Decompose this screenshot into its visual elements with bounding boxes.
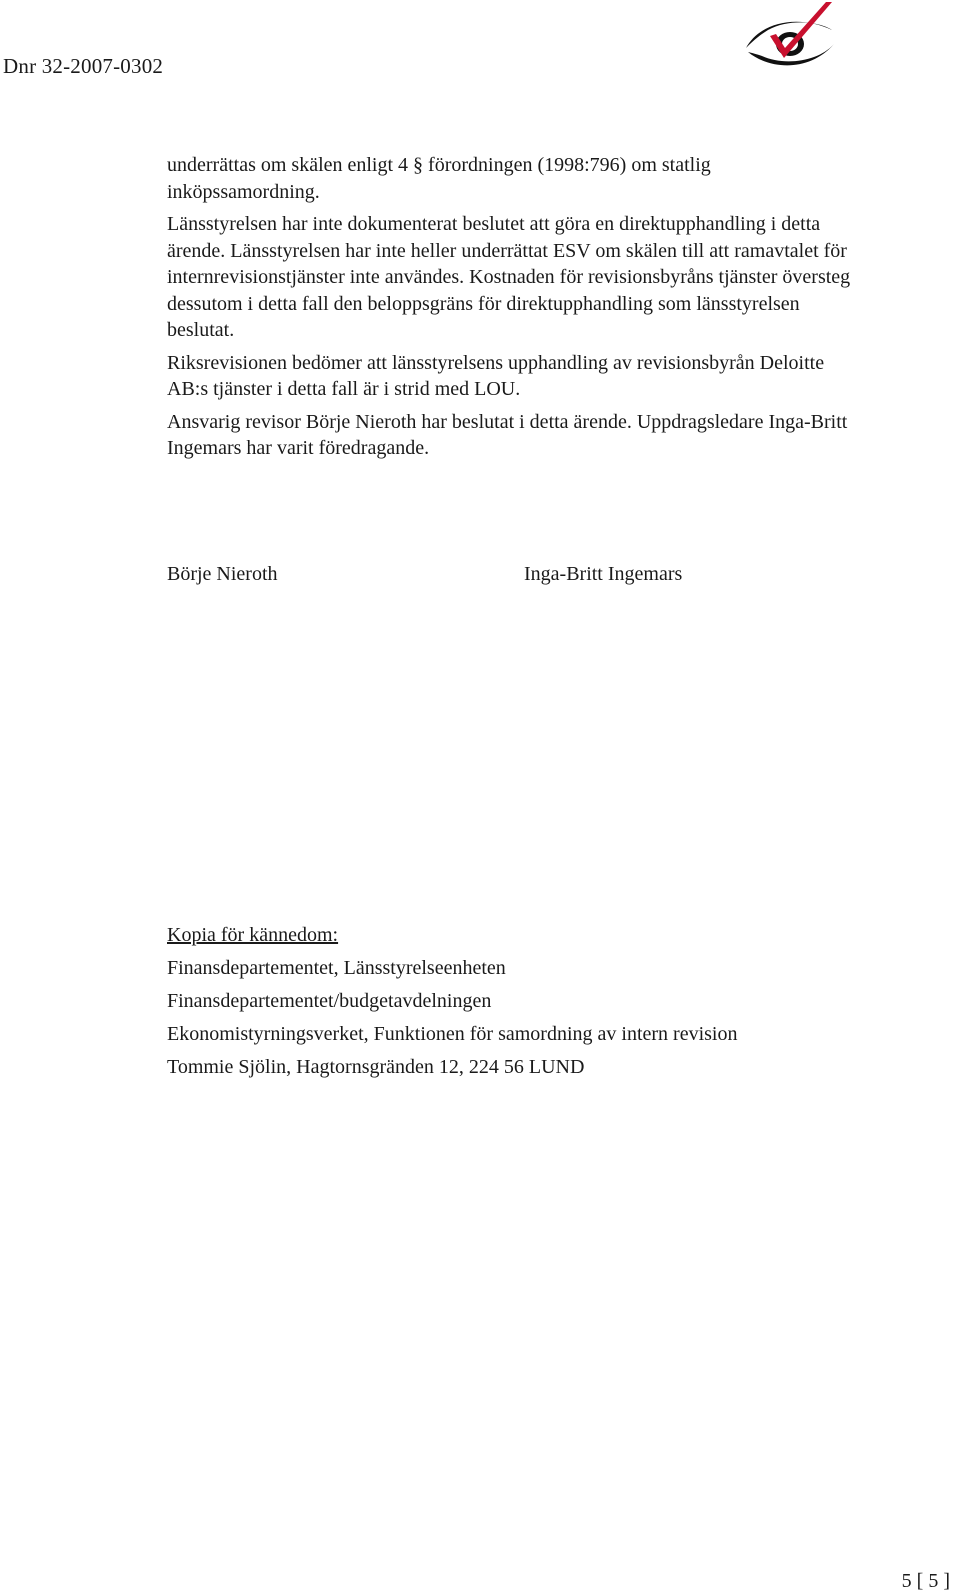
paragraph-3: Riksrevisionen bedömer att länsstyrelsens upphandling av revisionsbyrån Deloitte AB:s tjänster i detta fall är i strid med LOU. (167, 351, 825, 400)
copy-recipient: Ekonomistyrningsverket, Funktionen för samordning av intern revision (167, 1023, 738, 1045)
body-text (167, 152, 867, 468)
page-number: 5 [ 5 ] (901, 1570, 950, 1592)
copy-recipient: Tommie Sjölin, Hagtornsgränden 12, 224 56 LUND (167, 1056, 585, 1078)
paragraph-1: underrättas om skälen enligt 4 § förordningen (1998:796) om statlig inköpssamordning. (167, 154, 711, 203)
signature-right: Inga-Britt Ingemars (524, 563, 683, 585)
paragraph-2: Länsstyrelsen har inte dokumenterat beslutet att göra en direktupphandling i detta ärende. Länsstyrelsen har inte heller underrättat ESV om skälen till att ramavtalet för internrevisionstjänster inte användes. Kostnaden för revisionsbyråns tjänster översteg dessutom i detta fall den beloppsgräns för direktupphandling som länsstyrelsen beslutat. (167, 213, 851, 341)
riksrevisionen-logo-icon (740, 0, 842, 76)
copy-recipients (167, 922, 737, 1087)
copy-recipient: Finansdepartementet/budgetavdelningen (167, 990, 492, 1012)
signature-left: Börje Nieroth (167, 563, 278, 585)
copy-title: Kopia för kännedom: (167, 924, 339, 946)
copy-recipient: Finansdepartementet, Länsstyrelseenheten (167, 957, 506, 979)
document-number: Dnr 32-2007-0302 (3, 54, 164, 78)
paragraph-4: Ansvarig revisor Börje Nieroth har beslutat i detta ärende. Uppdragsledare Inga-Britt Ingemars har varit föredragande. (167, 410, 848, 459)
